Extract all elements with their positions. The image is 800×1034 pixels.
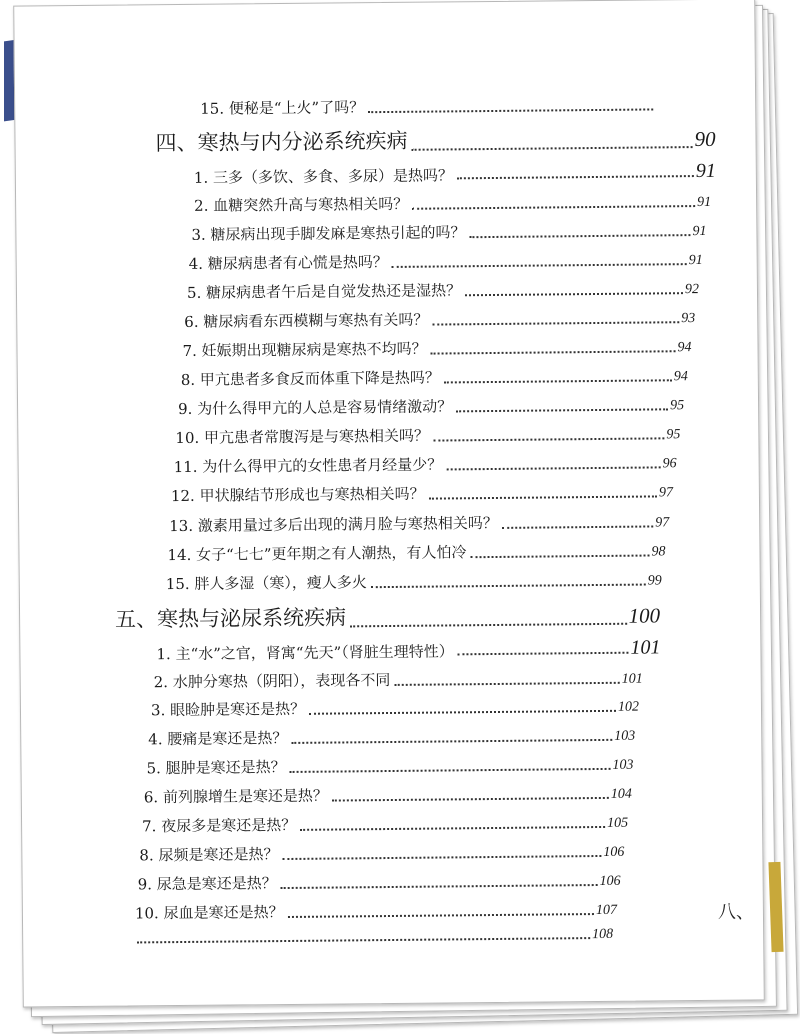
toc-entry[interactable] [154,667,643,693]
dot-leader [433,437,664,441]
dot-leader [371,584,646,589]
toc-entry[interactable] [135,898,617,924]
toc-entry-page-number: 101 [621,671,643,687]
toc-entry-page-number: 91 [688,252,703,269]
toc-entry[interactable] [133,927,613,948]
toc-entry[interactable] [138,869,621,895]
toc-entry-page-number: 107 [595,902,617,919]
dot-leader [502,525,653,528]
toc-entry-title: 14. 女子“七七”更年期之有人潮热，有人怕冷 [167,543,467,565]
dot-leader [465,292,683,296]
toc-entry-title: 10. 尿血是寒还是热？ [134,903,284,923]
toc-entry-title: 15. 胖人多湿（寒），瘦人多火 [165,573,367,594]
toc-entry-title: 3. 糖尿病出现手脚发麻是寒热引起的吗？ [191,223,466,244]
toc-section-heading[interactable] [115,598,660,633]
toc-page [13,0,765,1008]
dot-leader [432,321,679,325]
toc-entry[interactable] [142,811,628,837]
table-of-contents [14,0,754,943]
dot-leader [368,108,653,113]
toc-entry-page-number: 91 [697,194,712,211]
dot-leader [444,379,672,383]
toc-entry[interactable] [200,93,655,118]
dot-leader [431,350,676,354]
dot-leader [394,682,619,686]
toc-entry-title: 五、寒热与泌尿系统疾病 [114,605,347,632]
dot-leader [291,739,612,744]
toc-entry[interactable] [178,393,684,419]
toc-entry[interactable] [144,782,632,808]
toc-section-heading[interactable] [155,122,715,157]
toc-entry-title: 15. 便秘是“上火”了吗？ [200,98,365,118]
dot-leader [392,263,687,268]
dot-leader [281,884,598,889]
dot-leader [458,652,629,656]
toc-entry-title: 6. 糖尿病看东西模糊与寒热有关吗？ [184,310,429,331]
toc-entry[interactable] [194,160,716,188]
toc-entry-title: 2. 水肿分寒热（阴阳），表现各不同 [153,670,391,692]
toc-entry-page-number: 106 [603,844,625,860]
dot-leader [300,826,605,831]
toc-entry-page-number: 102 [617,699,640,715]
toc-entry-page-number: 94 [677,340,692,356]
toc-entry-title: 1. 主“水”之官，肾寓“先天”（肾脏生理特性） [156,642,454,664]
toc-entry[interactable] [181,364,688,390]
toc-entry-page-number: 95 [670,398,685,414]
toc-entry-page-number: 104 [610,786,632,802]
toc-entry-page-number: 101 [630,636,661,659]
toc-entry[interactable] [194,190,711,216]
toc-entry-page-number: 91 [695,159,716,183]
dot-leader [456,408,668,412]
toc-entry-title: 3. 眼睑肿是寒还是热？ [150,699,306,720]
toc-entry-page-number: 103 [614,728,636,744]
toc-entry[interactable] [184,306,695,332]
dot-leader [332,797,609,802]
dot-leader [288,913,594,918]
toc-entry-title: 四、寒热与内分泌系统疾病 [155,128,408,156]
toc-entry[interactable] [189,248,703,274]
toc-entry-title: 12. 甲状腺结节形成也与寒热相关吗？ [170,484,425,506]
toc-entry-page-number: 92 [684,282,700,298]
toc-entry-page-number: 94 [673,369,688,385]
dot-leader [457,175,694,179]
dot-leader [429,495,657,499]
toc-entry-title: 8. 尿频是寒还是热？ [139,845,279,865]
toc-entry-title: 11. 为什么得甲亢的女性患者月经量少？ [173,455,443,477]
toc-entry[interactable] [169,510,669,536]
toc-entry-page-number: 106 [599,873,621,889]
toc-entry-title: 5. 腿肿是寒还是热？ [146,758,286,778]
dot-leader [470,555,649,559]
toc-entry-title: 5. 糖尿病患者午后是自觉发热还是湿热？ [186,281,462,302]
dot-leader [446,466,660,470]
dot-leader [137,937,590,943]
toc-entry-title: 2. 血糖突然升高与寒热相关吗？ [194,194,409,215]
toc-entry-title: 4. 腰痛是寒还是热？ [148,728,288,749]
toc-entry-page-number: 99 [647,573,662,589]
toc-entry-title: 9. 为什么得甲亢的人总是容易情绪激动？ [178,397,453,419]
toc-entry[interactable] [175,422,680,448]
dot-leader [412,146,693,151]
toc-entry-page-number: 100 [628,603,661,628]
toc-entry-page-number: 105 [607,815,629,831]
toc-entry[interactable] [171,480,673,506]
next-page-section-mark: 八、 [718,902,754,923]
toc-entry-page-number: 97 [655,515,670,531]
dot-leader [282,855,601,860]
toc-entry-title: 1. 三多（多饮、多食、多尿）是热吗？ [193,166,454,187]
dot-leader [309,710,616,715]
toc-entry[interactable] [146,753,633,779]
toc-entry-title: 13. 激素用量过多后出现的满月脸与寒热相关吗？ [169,513,498,536]
toc-entry-page-number: 103 [612,757,634,773]
toc-entry-title: 7. 夜尿多是寒还是热？ [142,815,297,836]
toc-entry[interactable] [191,219,706,245]
toc-entry-page-number: 97 [658,485,673,501]
toc-entry-page-number: 93 [681,311,696,327]
toc-entry-page-number: 95 [666,427,681,443]
toc-entry-page-number: 108 [592,926,614,943]
dot-leader [412,205,695,210]
toc-entry[interactable] [182,335,691,361]
toc-entry-title: 10. 甲亢患者常腹泻是与寒热相关吗？ [175,426,430,448]
toc-entry-title: 4. 糖尿病患者有心慌是热吗？ [188,253,388,273]
toc-entry-page-number: 96 [662,456,677,472]
toc-entry-page-number: 91 [692,223,707,240]
dot-leader [290,768,611,773]
toc-entry-title: 9. 尿急是寒还是热？ [137,874,277,894]
toc-entry-page-number: 98 [651,544,666,560]
toc-entry[interactable] [167,539,665,565]
toc-entry[interactable] [166,568,662,594]
dot-leader [470,234,691,238]
toc-entry[interactable] [151,695,639,721]
toc-entry[interactable] [187,277,699,303]
toc-entry-page-number: 90 [694,126,716,152]
toc-entry-title: 8. 甲亢患者多食反而体重下降是热吗？ [180,368,440,389]
toc-entry[interactable] [156,636,660,664]
toc-entry[interactable] [139,840,624,866]
dot-leader [350,623,627,628]
toc-entry[interactable] [174,451,677,477]
toc-entry-title: 6. 前列腺增生是寒还是热？ [143,786,328,807]
toc-entry[interactable] [148,724,635,750]
toc-entry-title: 7. 妊娠期出现糖尿病是寒热不均吗？ [182,339,427,360]
